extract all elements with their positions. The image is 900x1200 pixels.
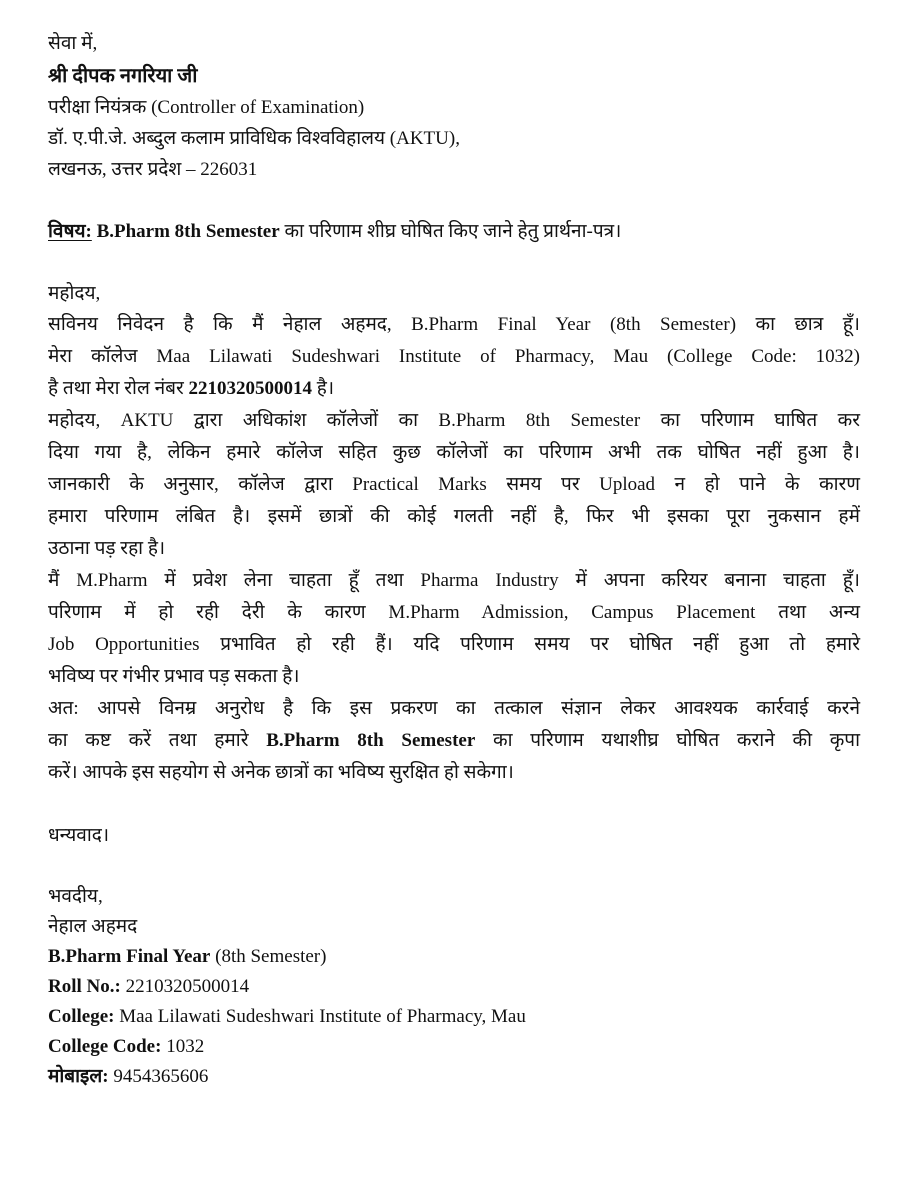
paragraph-line: हमारा परिणाम लंबित है। इसमें छात्रों की कोई गलती नहीं है, फिर भी इसका पूरा नुकसान हमें [48, 506, 860, 527]
greeting [48, 278, 860, 309]
roll-prefix: है तथा मेरा रोल नंबर [48, 378, 184, 399]
paragraph-line: दिया गया है, लेकिन हमारे कॉलेज सहित कुछ कॉलेजों का परिणाम अभी तक घोषित नहीं हुआ है। [48, 442, 860, 463]
signature-college-code [48, 1032, 860, 1062]
signature-mobile-value: 9454365606 [113, 1066, 209, 1087]
signature-name: नेहाल अहमद [48, 916, 138, 937]
paragraph-line: Job Opportunities प्रभावित हो रही हैं। यदि परिणाम समय पर घोषित नहीं हुआ तो हमारे [48, 634, 860, 655]
paragraph-introduction [48, 309, 860, 405]
letter-document [48, 28, 860, 1092]
signature-block [48, 882, 860, 1092]
roll-suffix: है। [316, 378, 335, 399]
subject-course: B.Pharm 8th Semester [96, 221, 280, 242]
paragraph-request [48, 693, 860, 789]
recipient-university: डॉ. ए.पी.जे. अब्दुल कलाम प्राविधिक विश्वविहालय (AKTU), [48, 128, 460, 149]
subject-line [48, 216, 860, 247]
signature-code-value: 1032 [166, 1036, 205, 1057]
paragraph-line: महोदय, AKTU द्वारा अधिकांश कॉलेजों का B.Pharm 8th Semester का परिणाम घाषित कर [48, 410, 860, 431]
signature-closing: भवदीय, [48, 886, 103, 907]
signature-roll-label: Roll No.: [48, 976, 121, 997]
paragraph-line: परिणाम में हो रही देरी के कारण M.Pharm Admission, Campus Placement तथा अन्य [48, 602, 860, 623]
recipient-address [48, 28, 860, 185]
paragraph-line: उठाना पड़ रहा है। [48, 538, 166, 559]
request-prefix: का कष्ट करें तथा हमारे [48, 730, 249, 751]
signature-code-label: College Code: [48, 1036, 162, 1057]
paragraph-line: भविष्य पर गंभीर प्रभाव पड़ सकता है। [48, 666, 300, 687]
signature-course-rest: (8th Semester) [215, 946, 327, 967]
subject-text: का परिणाम शीघ्र घोषित किए जाने हेतु प्रार्थना-पत्र। [284, 221, 622, 242]
paragraph-line: करें। आपके इस सहयोग से अनेक छात्रों का भविष्य सुरक्षित हो सकेगा। [48, 762, 514, 783]
paragraph-line [48, 373, 860, 405]
signature-course [48, 942, 860, 972]
thanks-text: धन्यवाद। [48, 825, 110, 846]
request-course: B.Pharm 8th Semester [266, 730, 476, 751]
paragraph-line: सविनय निवेदन है कि मैं नेहाल अहमद, B.Pharm Final Year (8th Semester) का छात्र हूँ। [48, 314, 860, 335]
signature-mobile-label: मोबाइल: [48, 1066, 109, 1087]
thanks [48, 820, 860, 851]
signature-mobile [48, 1062, 860, 1092]
signature-college [48, 1002, 860, 1032]
paragraph-issue [48, 405, 860, 565]
greeting-text: महोदय, [48, 283, 101, 304]
recipient-name: श्री दीपक नगरिया जी [48, 65, 198, 87]
paragraph-line: मैं M.Pharm में प्रवेश लेना चाहता हूँ तथा Pharma Industry में अपना करियर बनाना चाहता हूँ। [48, 570, 860, 591]
roll-number: 2210320500014 [188, 378, 313, 399]
subject-label: विषय: [48, 221, 92, 242]
signature-college-value: Maa Lilawati Sudeshwari Institute of Pharmacy, Mau [119, 1006, 526, 1027]
paragraph-line: अत: आपसे विनम्र अनुरोध है कि इस प्रकरण का तत्काल संज्ञान लेकर आवश्यक कार्रवाई करने [48, 698, 860, 719]
salutation-to: सेवा में, [48, 33, 98, 54]
signature-course-bold: B.Pharm Final Year [48, 946, 211, 967]
signature-roll [48, 972, 860, 1002]
paragraph-line: जानकारी के अनुसार, कॉलेज द्वारा Practical Marks समय पर Upload न हो पाने के कारण [48, 474, 860, 495]
paragraph-line: मेरा कॉलेज Maa Lilawati Sudeshwari Institute of Pharmacy, Mau (College Code: 1032) [48, 346, 860, 367]
signature-roll-value: 2210320500014 [125, 976, 250, 997]
request-suffix: का परिणाम यथाशीघ्र घोषित कराने की कृपा [493, 730, 861, 751]
recipient-designation: परीक्षा नियंत्रक (Controller of Examination) [48, 97, 365, 118]
paragraph-line [48, 725, 860, 757]
signature-college-label: College: [48, 1006, 115, 1027]
paragraph-impact [48, 565, 860, 693]
recipient-city: लखनऊ, उत्तर प्रदेश – 226031 [48, 159, 258, 180]
